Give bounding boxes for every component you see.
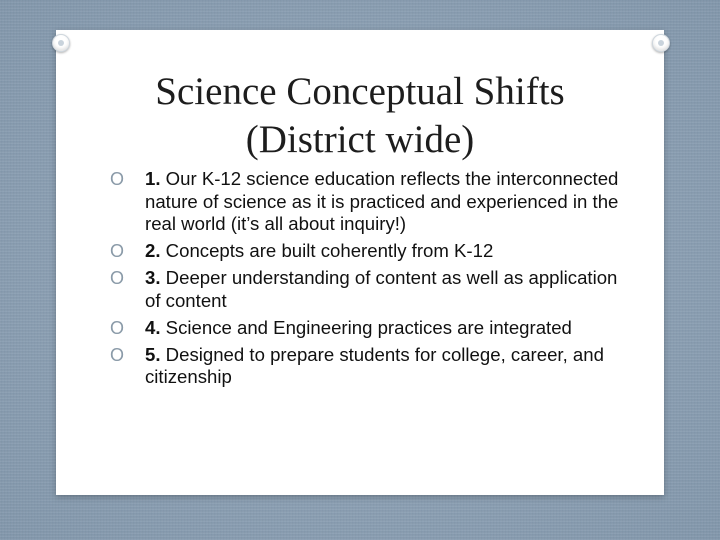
bullet-marker-icon: O xyxy=(110,268,125,288)
bullet-item-2 xyxy=(110,240,638,263)
slide-title-line-1: Science Conceptual Shifts xyxy=(155,70,565,113)
ring-decoration-icon xyxy=(52,34,70,52)
bullet-marker-icon: O xyxy=(110,317,125,338)
ring-decoration-icon xyxy=(652,34,670,52)
bullet-item-3 xyxy=(110,267,638,312)
bullet-number: 4. xyxy=(145,316,161,338)
bullet-item-1 xyxy=(110,168,638,236)
bullet-marker-icon: O xyxy=(110,344,125,365)
bullet-text: Concepts are built coherently from K-12 xyxy=(160,240,494,261)
bullet-text: Our K-12 science education reflects the interconnected nature of science as it is practiced and experienced in the real world (it’s all about inquiry!) xyxy=(145,168,619,234)
bullet-number: 3. xyxy=(145,267,161,288)
bullet-marker-icon: O xyxy=(110,169,125,189)
bullet-number: 5. xyxy=(145,343,161,365)
bullet-list xyxy=(110,168,638,393)
slide-title xyxy=(56,68,664,164)
bullet-text: Deeper understanding of content as well as application of content xyxy=(145,267,618,311)
bullet-item-4 xyxy=(110,316,638,340)
bullet-text: Designed to prepare students for college, career, and citizenship xyxy=(145,343,604,387)
bullet-marker-icon: O xyxy=(110,241,125,261)
bullet-number: 2. xyxy=(145,240,161,261)
bullet-text: Science and Engineering practices are integrated xyxy=(160,316,572,338)
bullet-number: 1. xyxy=(145,168,161,189)
bullet-item-5 xyxy=(110,343,638,389)
slide-title-line-2: (District wide) xyxy=(245,118,475,161)
